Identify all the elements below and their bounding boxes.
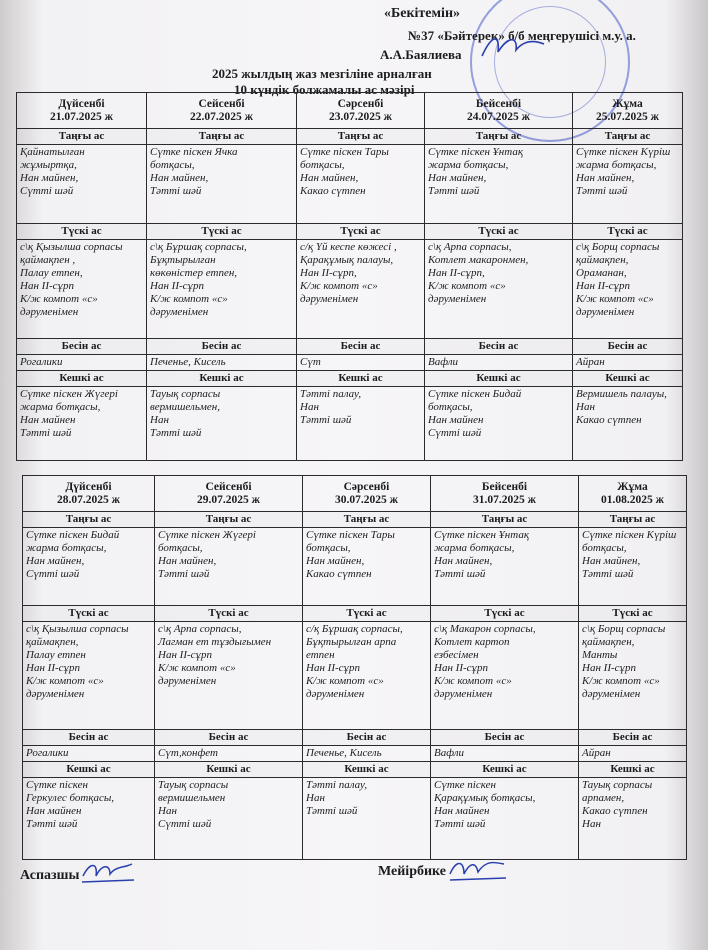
- menu-cell: Сүтке піскен Қарақұмық ботқасы, Нан майнен Тәтті шәй: [431, 778, 579, 860]
- meal-label: Кешкі ас: [303, 762, 431, 778]
- meal-label: Кешкі ас: [573, 371, 683, 387]
- menu-table-week1: [16, 92, 683, 461]
- menu-cell: Сүтке піскен Күріш ботқасы, Нан майнен, Тәтті шәй: [579, 528, 687, 606]
- day-cell: Жұма 25.07.2025 ж: [573, 93, 683, 129]
- cook-signature: [80, 858, 136, 888]
- menu-cell: Вафли: [431, 746, 579, 762]
- cook-signature-label: Аспазшы: [20, 868, 80, 883]
- menu-cell: Сүтке піскен Ұнтақ жарма ботқасы, Нан майнен, Тәтті шәй: [425, 145, 573, 224]
- meal-label: Бесін ас: [425, 339, 573, 355]
- menu-cell: Сүтке піскен Ұнтақ жарма ботқасы, Нан майнен, Тәтті шәй: [431, 528, 579, 606]
- menu-cell: Тауық сорпасы вермишельмен, Нан Тәтті шәй: [147, 387, 297, 461]
- meal-label: Бесін ас: [155, 730, 303, 746]
- menu-cell: Рогалики: [23, 746, 155, 762]
- meal-label: Түскі ас: [431, 606, 579, 622]
- meal-label: Бесін ас: [147, 339, 297, 355]
- approval-heading: «Бекітемін»: [384, 6, 461, 21]
- menu-cell: Сүтке піскен Геркулес ботқасы, Нан майнен Тәтті шәй: [23, 778, 155, 860]
- snack-row: [17, 355, 683, 371]
- menu-title-line1: 2025 жылдың жаз мезгіліне арналған: [212, 66, 432, 81]
- lunch-row: [17, 240, 683, 339]
- meal-label: Кешкі ас: [431, 762, 579, 778]
- breakfast-row: [23, 528, 687, 606]
- meal-label: Кешкі ас: [425, 371, 573, 387]
- menu-cell: Сүтке піскен Жүгері ботқасы, Нан майнен, Тәтті шәй: [155, 528, 303, 606]
- menu-cell: Сүт,конфет: [155, 746, 303, 762]
- meal-label-row: [23, 730, 687, 746]
- day-cell: Дүйсенбі 21.07.2025 ж: [17, 93, 147, 129]
- meal-label: Таңғы ас: [17, 129, 147, 145]
- meal-label: Түскі ас: [573, 224, 683, 240]
- nurse-signature: [446, 854, 508, 886]
- meal-label: Таңғы ас: [431, 512, 579, 528]
- day-cell: Сәрсенбі 23.07.2025 ж: [297, 93, 425, 129]
- meal-label: Таңғы ас: [147, 129, 297, 145]
- meal-label-row: [17, 371, 683, 387]
- menu-cell: с/қ Бұршақ сорпасы, Бұқтырылған арпа етпен Нан ІІ-сұрп К/ж компот «с» дәруменімен: [303, 622, 431, 730]
- breakfast-row: [17, 145, 683, 224]
- menu-title-line2: 10 күндік болжамалы ас мәзірі: [234, 82, 415, 97]
- day-cell: Бейсенбі 24.07.2025 ж: [425, 93, 573, 129]
- meal-label: Түскі ас: [155, 606, 303, 622]
- day-cell: Дүйсенбі 28.07.2025 ж: [23, 476, 155, 512]
- meal-label-row: [17, 224, 683, 240]
- meal-label-row: [23, 606, 687, 622]
- menu-cell: с\қ Арпа сорпасы, Лагман ет тұздығымен Нан ІІ-сұрп К/ж компот «с» дәруменімен: [155, 622, 303, 730]
- menu-cell: Сүтке піскен Ячка ботқасы, Нан майнен, Тәтті шәй: [147, 145, 297, 224]
- meal-label: Түскі ас: [23, 606, 155, 622]
- menu-cell: с\қ Қызылша сорпасы қаймақпен , Палау етпен, Нан ІІ-сұрп К/ж компот «с» дәруменімен: [17, 240, 147, 339]
- meal-label: Кешкі ас: [17, 371, 147, 387]
- lunch-row: [23, 622, 687, 730]
- meal-label: Таңғы ас: [303, 512, 431, 528]
- menu-cell: с\қ Бұршақ сорпасы, Бұқтырылған көкөністер етпен, Нан ІІ-сұрп К/ж компот «с» дәруменімен: [147, 240, 297, 339]
- menu-cell: Сүтке піскен Күріш жарма ботқасы, Нан майнен, Тәтті шәй: [573, 145, 683, 224]
- meal-label: Кешкі ас: [23, 762, 155, 778]
- day-cell: Сейсенбі 22.07.2025 ж: [147, 93, 297, 129]
- meal-label: Таңғы ас: [579, 512, 687, 528]
- meal-label: Түскі ас: [579, 606, 687, 622]
- menu-cell: с/қ Үй кеспе көжесі , Қарақұмық палауы, Нан ІІ-сұрп, К/ж компот «с» дәруменімен: [297, 240, 425, 339]
- meal-label: Бесін ас: [297, 339, 425, 355]
- menu-cell: с\қ Арпа сорпасы, Котлет макаронмен, Нан ІІ-сұрп, К/ж компот «с» дәруменімен: [425, 240, 573, 339]
- meal-label: Бесін ас: [579, 730, 687, 746]
- meal-label: Таңғы ас: [297, 129, 425, 145]
- menu-cell: с\қ Қызылша сорпасы қаймақпен, Палау етпен Нан ІІ-сұрп К/ж компот «с» дәруменімен: [23, 622, 155, 730]
- menu-cell: Печенье, Кисель: [147, 355, 297, 371]
- menu-cell: Сүтке піскен Бидай ботқасы, Нан майнен Сүтті шәй: [425, 387, 573, 461]
- meal-label: Таңғы ас: [23, 512, 155, 528]
- director-title: №37 «Бәйтерек» б/б меңгерушісі м.у. а.: [408, 28, 636, 43]
- menu-cell: Вермишель палауы, Нан Какао сүтпен: [573, 387, 683, 461]
- meal-label-row: [23, 512, 687, 528]
- nurse-signature-label: Мейірбике: [378, 864, 446, 879]
- meal-label-row: [23, 762, 687, 778]
- menu-cell: Сүтке піскен Бидай жарма ботқасы, Нан майнен, Сүтті шәй: [23, 528, 155, 606]
- day-cell: Сейсенбі 29.07.2025 ж: [155, 476, 303, 512]
- menu-table-week2: [22, 475, 687, 860]
- director-name: А.А.Баялиева: [380, 47, 462, 62]
- meal-label: Бесін ас: [573, 339, 683, 355]
- meal-label: Таңғы ас: [425, 129, 573, 145]
- day-header-row: [17, 93, 683, 129]
- menu-cell: с\қ Макарон сорпасы, Котлет картоп езбесімен Нан ІІ-сұрп К/ж компот «с» дәруменімен: [431, 622, 579, 730]
- menu-cell: Вафли: [425, 355, 573, 371]
- menu-cell: Тәтті палау, Нан Тәтті шәй: [303, 778, 431, 860]
- menu-cell: Сүтке піскен Тары ботқасы, Нан майнен, Какао сүтпен: [303, 528, 431, 606]
- meal-label: Кешкі ас: [147, 371, 297, 387]
- meal-label-row: [17, 129, 683, 145]
- meal-label: Кешкі ас: [579, 762, 687, 778]
- meal-label: Бесін ас: [431, 730, 579, 746]
- meal-label: Түскі ас: [17, 224, 147, 240]
- menu-cell: Тауық сорпасы арпамен, Какао сүтпен Нан: [579, 778, 687, 860]
- menu-cell: Тауық сорпасы вермишельмен Нан Сүтті шәй: [155, 778, 303, 860]
- menu-cell: Айран: [573, 355, 683, 371]
- meal-label: Түскі ас: [297, 224, 425, 240]
- meal-label: Бесін ас: [303, 730, 431, 746]
- day-cell: Жұма 01.08.2025 ж: [579, 476, 687, 512]
- menu-cell: Тәтті палау, Нан Тәтті шәй: [297, 387, 425, 461]
- meal-label: Таңғы ас: [573, 129, 683, 145]
- meal-label: Түскі ас: [147, 224, 297, 240]
- meal-label: Кешкі ас: [297, 371, 425, 387]
- menu-cell: Қайнатылған жұмыртқа, Нан майнен, Сүтті шәй: [17, 145, 147, 224]
- menu-cell: Сүтке піскен Тары ботқасы, Нан майнен, Какао сүтпен: [297, 145, 425, 224]
- meal-label: Түскі ас: [303, 606, 431, 622]
- menu-cell: с\қ Борщ сорпасы қаймақпен, Манты Нан ІІ-сұрп К/ж компот «с» дәруменімен: [579, 622, 687, 730]
- day-cell: Бейсенбі 31.07.2025 ж: [431, 476, 579, 512]
- meal-label: Түскі ас: [425, 224, 573, 240]
- meal-label-row: [17, 339, 683, 355]
- day-cell: Сәрсенбі 30.07.2025 ж: [303, 476, 431, 512]
- meal-label: Бесін ас: [17, 339, 147, 355]
- dinner-row: [17, 387, 683, 461]
- menu-cell: Сүтке піскен Жүгері жарма ботқасы, Нан майнен Тәтті шәй: [17, 387, 147, 461]
- meal-label: Таңғы ас: [155, 512, 303, 528]
- day-header-row: [23, 476, 687, 512]
- director-signature: [478, 30, 548, 62]
- dinner-row: [23, 778, 687, 860]
- menu-cell: Сүт: [297, 355, 425, 371]
- meal-label: Кешкі ас: [155, 762, 303, 778]
- snack-row: [23, 746, 687, 762]
- menu-cell: Печенье, Кисель: [303, 746, 431, 762]
- meal-label: Бесін ас: [23, 730, 155, 746]
- menu-cell: с\қ Борщ сорпасы қаймақпен, Ораманан, Нан ІІ-сұрп К/ж компот «с» дәруменімен: [573, 240, 683, 339]
- menu-cell: Айран: [579, 746, 687, 762]
- menu-cell: Рогалики: [17, 355, 147, 371]
